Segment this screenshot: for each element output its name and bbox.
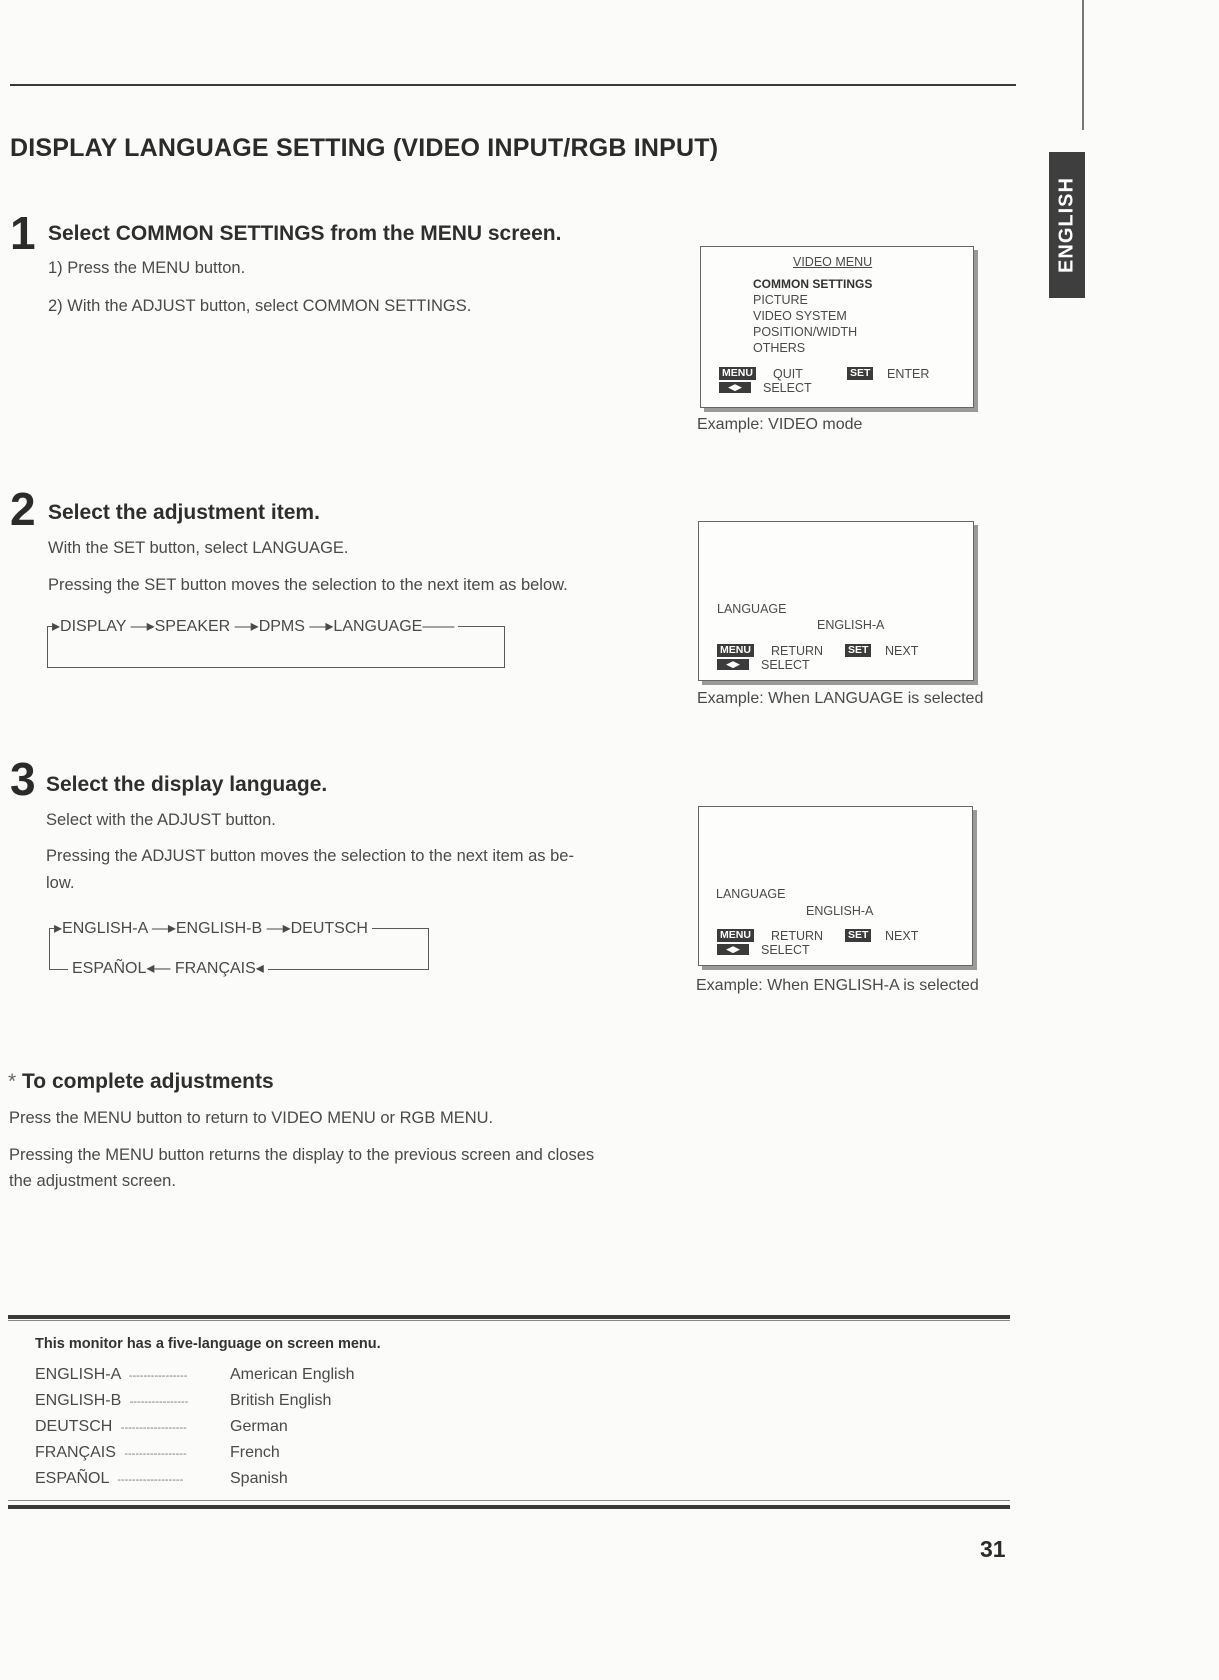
- osd-menu-item: POSITION/WIDTH: [753, 325, 858, 339]
- flow-arrow-icon: —▸: [151, 920, 176, 937]
- table-top-rule: [8, 1315, 1010, 1319]
- language-dashes: ------------------: [117, 1474, 184, 1486]
- flow-return-line: ——: [422, 618, 455, 635]
- osd-menu-item: PICTURE: [753, 293, 808, 307]
- step-1-heading: Select COMMON SETTINGS from the MENU screen.: [48, 222, 562, 245]
- flow-item: ENGLISH-A: [62, 920, 148, 937]
- side-tab-label: ENGLISH: [1055, 177, 1078, 273]
- language-name: British English: [230, 1392, 332, 1409]
- language-dashes: ----------------: [128, 1370, 188, 1382]
- flow-item: DPMS: [258, 618, 305, 635]
- language-table: [35, 1366, 455, 1496]
- osd-language-label: LANGUAGE: [716, 887, 786, 901]
- languages-note-title: This monitor has a five-language on screen menu.: [35, 1336, 381, 1352]
- osd-return-label: RETURN: [771, 929, 824, 943]
- language-row: [35, 1392, 455, 1418]
- left-right-arrow-icon: ◀▶: [717, 944, 749, 955]
- step-3-caption: Example: When ENGLISH-A is selected: [696, 977, 979, 994]
- flow-item: ENGLISH-B: [175, 920, 263, 937]
- language-name: French: [230, 1444, 280, 1461]
- flow-item: LANGUAGE: [333, 618, 423, 635]
- osd-next-label: NEXT: [885, 644, 919, 658]
- step-3-heading: Select the display language.: [46, 773, 328, 796]
- osd-select-label: SELECT: [763, 381, 812, 395]
- page-title: DISPLAY LANGUAGE SETTING (VIDEO INPUT/RGB INPUT): [10, 134, 719, 162]
- step-1-number: 1: [10, 207, 36, 259]
- language-flow-bottom: [68, 958, 268, 978]
- flow-arrow-icon: ▸: [54, 920, 63, 937]
- flow-arrow-icon: —▸: [234, 618, 259, 635]
- step-2-number: 2: [10, 483, 36, 535]
- menu-key-icon: MENU: [719, 367, 756, 380]
- language-row: [35, 1470, 455, 1496]
- step-3-line-1: Select with the ADJUST button.: [46, 811, 276, 829]
- asterisk-icon: *: [8, 1070, 23, 1093]
- osd-menu-item: VIDEO SYSTEM: [753, 309, 847, 323]
- osd-enter-label: ENTER: [887, 367, 930, 381]
- menu-key-icon: MENU: [717, 929, 754, 942]
- set-key-icon: SET: [845, 929, 871, 942]
- language-side-tab: [1049, 152, 1085, 298]
- language-code: ENGLISH-B: [35, 1392, 122, 1409]
- flow-item: SPEAKER: [154, 618, 231, 635]
- language-value-screen: [698, 806, 973, 966]
- complete-line-3: the adjustment screen.: [9, 1172, 176, 1190]
- flow-item: DISPLAY: [60, 618, 127, 635]
- flow-arrow-icon: —▸: [266, 920, 291, 937]
- step-2-line-1: With the SET button, select LANGUAGE.: [48, 539, 349, 557]
- language-code: ENGLISH-A: [35, 1366, 121, 1383]
- flow-arrow-icon: ◂: [255, 960, 264, 977]
- osd-menu-item: OTHERS: [753, 341, 806, 355]
- language-row: [35, 1418, 455, 1444]
- binding-line: [1082, 0, 1084, 130]
- step-3-number: 3: [10, 753, 36, 805]
- table-bottom-rule-thin: [8, 1500, 1010, 1501]
- language-dashes: ----------------: [129, 1396, 189, 1408]
- osd-select-label: SELECT: [761, 658, 810, 672]
- flow-arrow-icon: —▸: [130, 618, 155, 635]
- language-name: American English: [230, 1366, 355, 1383]
- language-flow-top: [54, 918, 372, 938]
- language-name: Spanish: [230, 1470, 288, 1487]
- step-1-line-1: 1) Press the MENU button.: [48, 259, 246, 277]
- osd-quit-label: QUIT: [773, 367, 803, 381]
- language-dashes: -----------------: [124, 1448, 187, 1460]
- flow-arrow-icon: ▸: [52, 618, 61, 635]
- flow-arrow-icon: ◂—: [146, 960, 175, 977]
- osd-select-label: SELECT: [761, 943, 810, 957]
- set-key-icon: SET: [845, 644, 871, 657]
- language-dashes: ------------------: [120, 1422, 187, 1434]
- osd-language-value: ENGLISH-A: [817, 618, 885, 632]
- setting-flow: [52, 616, 458, 636]
- video-menu-screen: [700, 246, 974, 408]
- step-3-line-2: Pressing the ADJUST button moves the selection to the next item as be-: [46, 847, 574, 865]
- step-2-line-2: Pressing the SET button moves the selection to the next item as below.: [48, 576, 568, 594]
- page-number: 31: [980, 1536, 1006, 1562]
- complete-heading: [8, 1070, 274, 1094]
- table-top-rule-thin: [8, 1320, 1010, 1321]
- flow-item: ESPAÑOL: [72, 960, 147, 977]
- complete-title: To complete adjustments: [22, 1070, 274, 1093]
- language-item-screen: [698, 521, 974, 681]
- table-bottom-rule: [8, 1505, 1010, 1509]
- left-right-arrow-icon: ◀▶: [719, 382, 751, 393]
- language-code: ESPAÑOL: [35, 1470, 109, 1487]
- osd-language-value: ENGLISH-A: [806, 904, 874, 918]
- complete-line-1: Press the MENU button to return to VIDEO MENU or RGB MENU.: [9, 1109, 494, 1127]
- step-2-heading: Select the adjustment item.: [48, 501, 320, 524]
- step-3-line-3: low.: [46, 874, 75, 892]
- osd-return-label: RETURN: [771, 644, 824, 658]
- menu-key-icon: MENU: [717, 644, 754, 657]
- language-name: German: [230, 1418, 288, 1435]
- set-key-icon: SET: [847, 367, 873, 380]
- flow-arrow-icon: —▸: [309, 618, 334, 635]
- top-rule: [10, 84, 1016, 86]
- language-row: [35, 1366, 455, 1392]
- osd-menu-header: VIDEO MENU: [793, 255, 873, 269]
- language-row: [35, 1444, 455, 1470]
- osd-language-label: LANGUAGE: [717, 602, 787, 616]
- language-code: DEUTSCH: [35, 1418, 113, 1435]
- step-1-line-2: 2) With the ADJUST button, select COMMON SETTINGS.: [48, 297, 472, 315]
- language-code: FRANÇAIS: [35, 1444, 116, 1461]
- osd-menu-item: COMMON SETTINGS: [753, 277, 873, 291]
- flow-item: DEUTSCH: [290, 920, 368, 937]
- osd-next-label: NEXT: [885, 929, 919, 943]
- step-2-caption: Example: When LANGUAGE is selected: [697, 690, 984, 707]
- complete-line-2: Pressing the MENU button returns the display to the previous screen and closes: [9, 1146, 595, 1164]
- left-right-arrow-icon: ◀▶: [717, 659, 749, 670]
- step-1-caption: Example: VIDEO mode: [697, 416, 863, 433]
- flow-item: FRANÇAIS: [174, 960, 256, 977]
